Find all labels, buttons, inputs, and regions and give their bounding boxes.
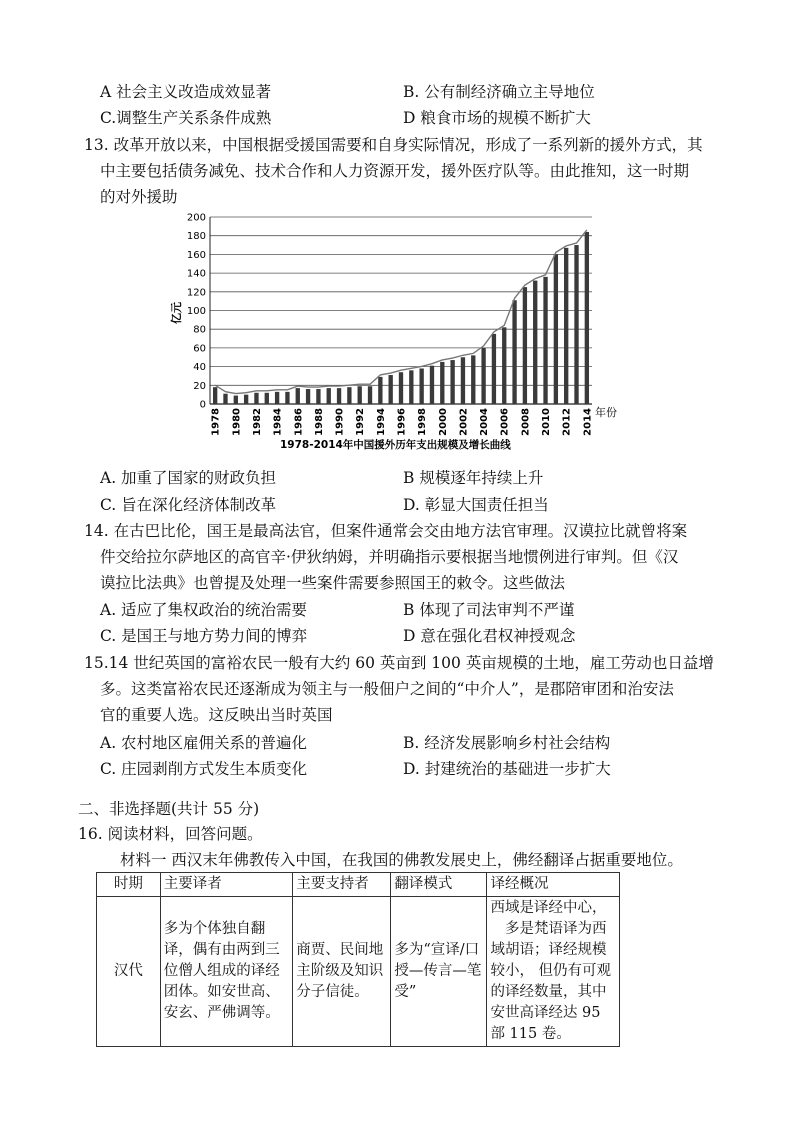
- bar-1995: [389, 375, 393, 404]
- table-header-cell: 翻译模式: [391, 873, 487, 897]
- bar-2003: [471, 355, 475, 404]
- x-tick-label: 1992: [355, 408, 367, 436]
- bar-2005: [492, 334, 496, 404]
- table-cell-overview-line1: 西域是译经中心，: [490, 900, 607, 916]
- y-tick-label: 100: [186, 306, 206, 317]
- table-cell-mode: 多为“宣译/口授—传言—笔受”: [391, 897, 487, 1047]
- bar-1991: [347, 387, 351, 404]
- bar-1983: [265, 393, 269, 404]
- bar-1993: [368, 386, 372, 404]
- q14-option-d: D 意在强化君权神授观念: [403, 627, 576, 645]
- x-tick-label: 1982: [251, 408, 263, 436]
- bar-1990: [337, 388, 341, 404]
- material-one: 材料一 西汉末年佛教传入中国，在我国的佛教发展史上，佛经翻译占据重要地位。: [120, 851, 683, 869]
- table-cell-supporters: 商贾、民间地主阶级及知识分子信徒。: [293, 897, 391, 1047]
- bar-2012: [564, 248, 568, 404]
- q15-option-b: B. 经济发展影响乡村社会结构: [403, 734, 611, 752]
- x-tick-label: 1978: [210, 408, 222, 436]
- bar-1997: [409, 370, 413, 404]
- x-tick-label: 2000: [437, 408, 449, 436]
- x-tick-label: 2004: [479, 408, 491, 436]
- bar-2014: [585, 232, 589, 404]
- x-tick-label: 1998: [417, 408, 429, 436]
- bar-2011: [554, 254, 558, 404]
- table-cell-translators: 多为个体独自翻译，偶有由两到三位僧人组成的译经团体。如安世高、安玄、严佛调等。: [160, 897, 293, 1047]
- q15-stem-line1: 15.14 世纪英国的富裕农民一般有大约 60 英亩到 100 英亩规模的土地，雇工劳动也日益增: [84, 654, 714, 672]
- x-tick-label: 2002: [458, 408, 470, 436]
- bar-1988: [316, 389, 320, 404]
- bar-1986: [296, 388, 300, 404]
- x-tick-label: 2014: [582, 408, 594, 436]
- table-cell-overview: [487, 897, 620, 1047]
- table-header-row: [97, 873, 620, 897]
- bar-1981: [244, 395, 248, 404]
- y-tick-label: 200: [186, 212, 206, 224]
- q13-stem-line3: 的对外援助: [100, 188, 178, 206]
- bar-2006: [502, 327, 506, 404]
- q12-option-a: A 社会主义改造成效显著: [100, 83, 272, 101]
- q15-option-a: A. 农村地区雇佣关系的普遍化: [100, 734, 308, 752]
- bar-2008: [523, 287, 527, 404]
- x-tick-label: 2010: [541, 408, 553, 436]
- q13-stem-line1: 13. 改革开放以来，中国根据受援国需要和自身实际情况，形成了一系列新的援外方式，其: [84, 136, 703, 154]
- q13-option-a: A. 加重了国家的财政负担: [100, 469, 277, 487]
- y-tick-label: 80: [193, 324, 206, 336]
- bar-1992: [358, 386, 362, 404]
- chart-xlabel: 年份: [595, 406, 617, 419]
- aid-expenditure-chart: [168, 205, 628, 455]
- q13-option-c: C. 旨在深化经济体制改革: [100, 496, 277, 514]
- q14-option-a: A. 适应了集权政治的统治需要: [100, 601, 308, 619]
- bar-1982: [254, 393, 258, 404]
- bar-1978: [213, 387, 217, 404]
- y-tick-label: 40: [193, 362, 206, 374]
- q15-stem-line2: 多。这类富裕农民还逐渐成为领主与一般佃户之间的“中介人”，是郡陪审团和治安法: [100, 680, 674, 698]
- bar-1998: [419, 368, 423, 404]
- bar-1989: [327, 388, 331, 404]
- q15-option-d: D. 封建统治的基础进一步扩大: [403, 760, 611, 778]
- bar-2002: [461, 357, 465, 404]
- x-tick-label: 1980: [231, 408, 243, 436]
- q14-option-b: B 体现了司法审判不严谨: [403, 601, 575, 619]
- bar-1996: [399, 372, 403, 404]
- q13-option-d: D. 彰显大国责任担当: [403, 496, 549, 514]
- bar-1984: [275, 392, 279, 404]
- q12-option-c: C.调整生产关系条件成熟: [100, 109, 272, 127]
- y-tick-label: 60: [193, 343, 206, 355]
- x-tick-label: 1986: [293, 408, 305, 436]
- q16-prompt: 16. 阅读材料，回答问题。: [78, 825, 263, 843]
- x-tick-label: 2012: [561, 408, 573, 436]
- chart-ylabel: 亿元: [170, 302, 183, 324]
- aid-chart-svg: [168, 205, 628, 455]
- y-tick-label: 160: [186, 249, 206, 261]
- q13-option-b: B 规模逐年持续上升: [403, 469, 544, 487]
- y-tick-label: 120: [186, 287, 206, 299]
- table-row: [97, 897, 620, 1047]
- bar-2009: [533, 281, 537, 404]
- y-tick-label: 0: [199, 399, 206, 411]
- q14-stem-line2: 件交给拉尔萨地区的高官辛·伊狄纳姆，并明确指示要根据当地惯例进行审判。但《汉: [100, 548, 679, 566]
- x-tick-label: 1988: [313, 408, 325, 436]
- q13-stem-line2: 中主要包括债务减免、技术合作和人力资源开发，援外医疗队等。由此推知，这一时期: [100, 162, 690, 180]
- q12-option-b: B. 公有制经济确立主导地位: [403, 83, 595, 101]
- x-tick-label: 1990: [334, 408, 346, 436]
- q14-stem-line3: 谟拉比法典》也曾提及处理一些案件需要参照国王的敕令。这些做法: [100, 574, 566, 592]
- table-header-cell: 译经概况: [487, 873, 620, 897]
- bar-1980: [234, 396, 238, 404]
- y-tick-label: 180: [186, 231, 206, 243]
- x-tick-label: 1996: [396, 408, 408, 436]
- chart-title: 1978-2014年中国援外历年支出规模及增长曲线: [280, 439, 511, 451]
- bar-1999: [430, 366, 434, 404]
- bar-2013: [574, 245, 578, 404]
- sutra-translation-table: [96, 872, 620, 1047]
- bar-1979: [223, 394, 227, 404]
- x-tick-label: 2006: [499, 408, 511, 436]
- y-tick-label: 140: [186, 268, 206, 280]
- x-tick-label: 1984: [272, 408, 284, 436]
- bar-2004: [481, 348, 485, 404]
- table-header-cell: 主要译者: [160, 873, 293, 897]
- table-header-cell: 时期: [97, 873, 161, 897]
- x-tick-label: 2008: [520, 408, 532, 436]
- q15-stem-line3: 官的重要人选。这反映出当时英国: [100, 706, 333, 724]
- q14-option-c: C. 是国王与地方势力间的博弈: [100, 627, 308, 645]
- bar-2001: [450, 360, 454, 404]
- x-tick-label: 1994: [375, 408, 387, 436]
- table-cell-overview-line2: 多是梵语译为西域胡语；译经规模较小， 但仍有可观的译经数量，其中安世高译经达 95 部 115 卷。: [490, 921, 612, 1042]
- bar-1994: [378, 377, 382, 404]
- section-heading: 二、非选择题(共计 55 分): [78, 800, 260, 818]
- y-tick-label: 20: [193, 380, 206, 392]
- bar-1985: [285, 392, 289, 404]
- bar-2010: [543, 277, 547, 404]
- q14-stem-line1: 14. 在古巴比伦，国王是最高法官，但案件通常会交由地方法官审理。汉谟拉比就曾将案: [84, 522, 688, 540]
- table-header-cell: 主要支持者: [293, 873, 391, 897]
- bar-1987: [306, 389, 310, 404]
- q12-option-d: D 粮食市场的规模不断扩大: [403, 109, 591, 127]
- bar-2007: [512, 300, 516, 404]
- table-cell-era: 汉代: [97, 897, 161, 1047]
- q15-option-c: C. 庄园剥削方式发生本质变化: [100, 760, 308, 778]
- bar-2000: [440, 362, 444, 404]
